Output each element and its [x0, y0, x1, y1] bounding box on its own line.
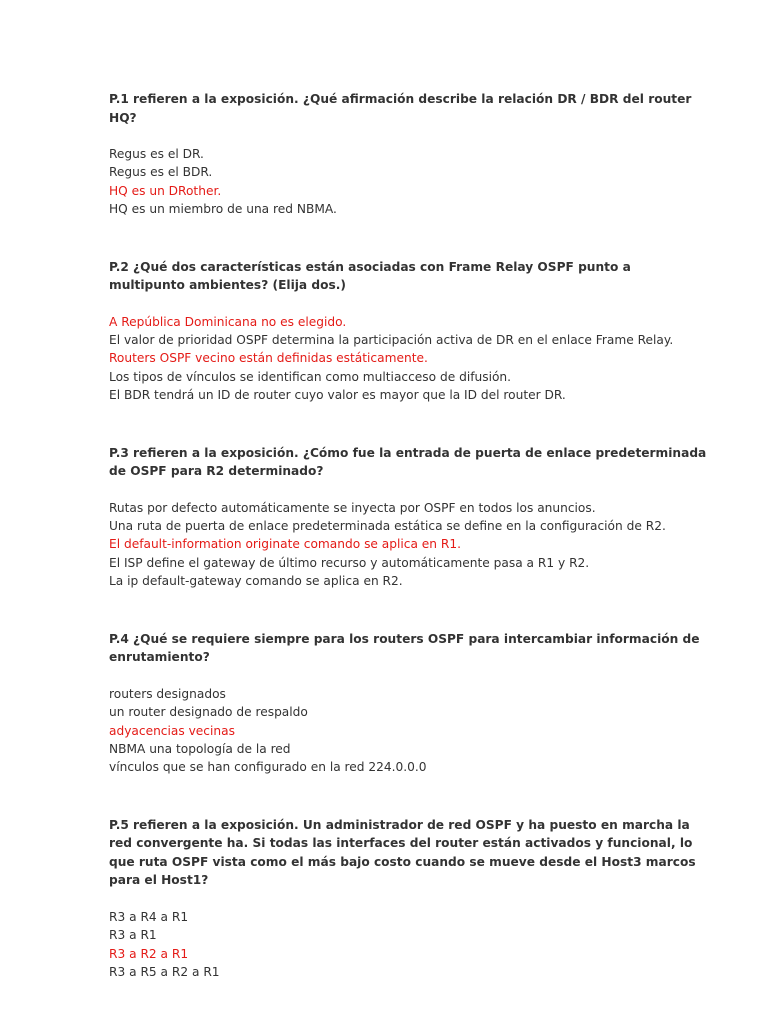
question-4-text: P.4 ¿Qué se requiere siempre para los routers OSPF para intercambiar información de enrutamiento?	[109, 631, 700, 665]
answer-item-correct: adyacencias vecinas	[109, 723, 235, 738]
answer-item: vínculos que se han configurado en la red 224.0.0.0	[109, 760, 427, 775]
answer-item: un router designado de respaldo	[109, 705, 308, 720]
question-1-text: P.1 refieren a la exposición. ¿Qué afirmación describe la relación DR / BDR del router HQ?	[109, 92, 692, 125]
answer-item: Regus es el BDR.	[109, 165, 213, 180]
question-block-1	[109, 86, 709, 219]
answer-item-correct: Routers OSPF vecino están definidas estáticamente.	[109, 351, 428, 366]
answer-item: R3 a R1	[109, 928, 157, 943]
answer-item: routers designados	[109, 686, 226, 701]
answer-item-correct: El default-information originate comando se aplica en R1.	[109, 537, 461, 552]
answer-item: El valor de prioridad OSPF determina la participación activa de DR en el enlace Frame Relay.	[109, 333, 674, 348]
answer-list-1	[109, 145, 709, 219]
question-block-4	[109, 621, 709, 777]
answer-item: Regus es el DR.	[109, 147, 204, 161]
answer-item: R3 a R4 a R1	[109, 909, 189, 924]
answer-list-3	[109, 499, 709, 591]
answer-item: El ISP define el gateway de último recurso y automáticamente pasa a R1 y R2.	[109, 555, 590, 570]
question-block-2	[109, 249, 709, 405]
answer-item: El BDR tendrá un ID de router cuyo valor es mayor que la ID del router DR.	[109, 388, 566, 403]
answer-item: La ip default-gateway comando se aplica en R2.	[109, 574, 403, 589]
answer-item: NBMA una topología de la red	[109, 741, 291, 756]
question-block-5	[109, 807, 709, 982]
question-block-3	[109, 435, 709, 591]
answer-list-2	[109, 313, 709, 405]
answer-item-correct: R3 a R2 a R1	[109, 946, 189, 961]
answer-item: Una ruta de puerta de enlace predeterminada estática se define en la configuración de R2.	[109, 519, 666, 534]
answer-list-4	[109, 685, 709, 777]
answer-item-correct: A República Dominicana no es elegido.	[109, 314, 347, 329]
question-5-text: P.5 refieren a la exposición. Un administrador de red OSPF y ha puesto en marcha la red convergente ha. Si todas las interfaces del router están activados y funcional, lo que ruta OSPF vista como el más bajo costo cuando se mueve desde el Host3 marcos para el Host1?	[109, 817, 696, 888]
answer-item: HQ es un miembro de una red NBMA.	[109, 202, 337, 217]
answer-item: R3 a R5 a R2 a R1	[109, 964, 220, 979]
answer-list-5	[109, 908, 709, 982]
answer-item-correct: HQ es un DRother.	[109, 183, 222, 198]
answer-item: Rutas por defecto automáticamente se inyecta por OSPF en todos los anuncios.	[109, 500, 596, 515]
question-2-text: P.2 ¿Qué dos características están asociadas con Frame Relay OSPF punto a multipunto ambientes? (Elija dos.)	[109, 259, 631, 293]
answer-item: Los tipos de vínculos se identifican como multiacceso de difusión.	[109, 369, 512, 384]
question-3-text: P.3 refieren a la exposición. ¿Cómo fue la entrada de puerta de enlace predeterminada de OSPF para R2 determinado?	[109, 445, 707, 479]
quiz-document	[109, 86, 709, 981]
